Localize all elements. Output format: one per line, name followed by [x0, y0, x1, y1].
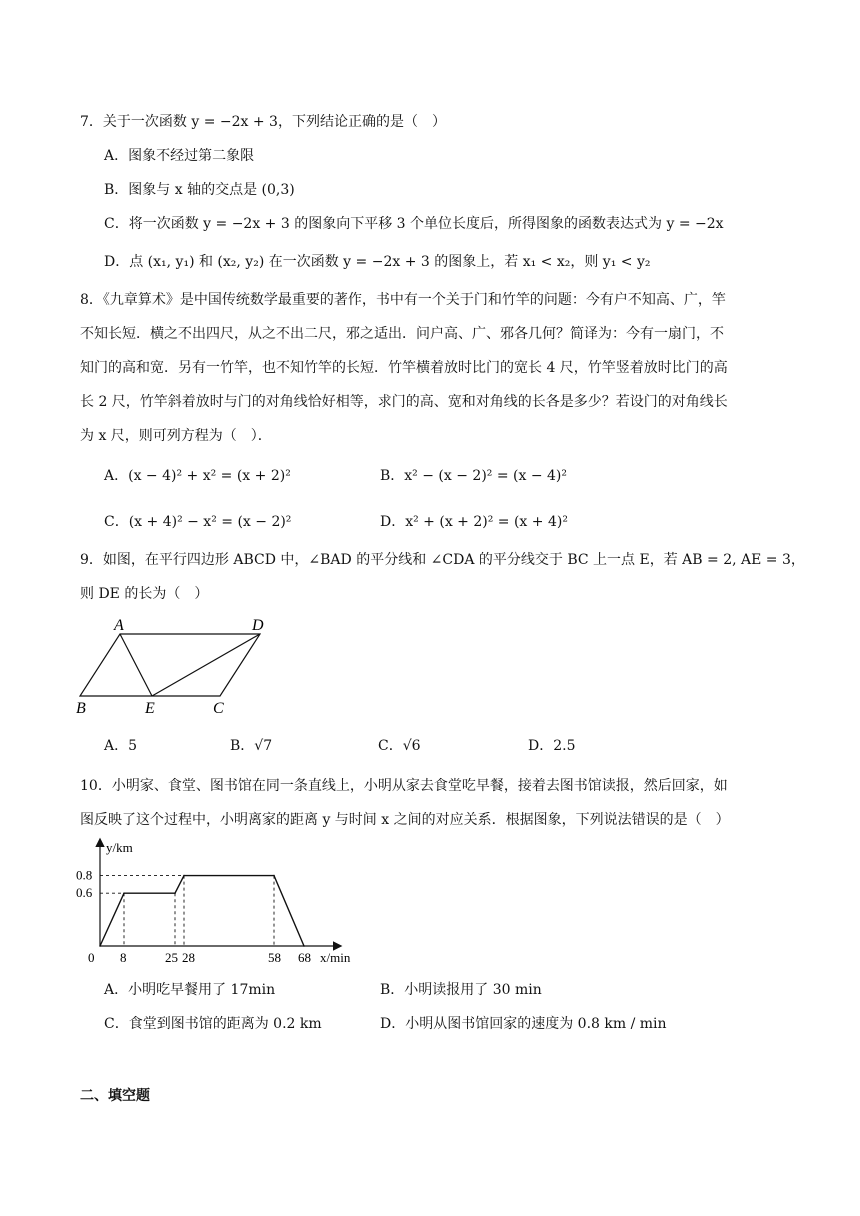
parallelogram-figure — [70, 612, 300, 722]
q7-option-b: B．图象与 x 轴的交点是 (0,3) — [104, 182, 295, 198]
q9-option-c: C．√6 — [378, 738, 421, 754]
segment-de — [152, 634, 260, 696]
q10-line-1: 10．小明家、食堂、图书馆在同一条直线上，小明从家去食堂吃早餐，接着去图书馆读报，然后回家，如 — [80, 778, 728, 794]
q8-option-b: B．x² − (x − 2)² = (x − 4)² — [380, 468, 567, 484]
q7-option-c: C．将一次函数 y = −2x + 3 的图象向下平移 3 个单位长度后，所得图象的函数表达式为 y = −2x — [104, 216, 724, 232]
y-tick-label: 0.8 — [76, 867, 93, 883]
q9-option-b: B．√7 — [230, 738, 273, 754]
q9-option-a: A．5 — [104, 738, 138, 754]
q8-line-5: 为 x 尺，则可列方程为（ ）． — [80, 428, 272, 444]
data-point — [273, 875, 275, 877]
q7-stem-text: 7．关于一次函数 y = −2x + 3，下列结论正确的是（ ） — [80, 114, 446, 130]
q10-line-2: 图反映了这个过程中，小明离家的距离 y 与时间 x 之间的对应关系．根据图象，下列说法错误的是（ ） — [80, 812, 730, 828]
data-point — [123, 892, 125, 894]
y-axis-label: y/km — [106, 840, 133, 855]
label-a: A — [114, 617, 124, 634]
parallelogram-abcd — [80, 634, 260, 696]
q10-option-b: B．小明读报用了 30 min — [380, 982, 542, 998]
q10-option-c: C．食堂到图书馆的距离为 0.2 km — [104, 1016, 322, 1032]
q8-line-4: 长 2 尺，竹竿斜着放时与门的对角线恰好相等，求门的高、宽和对角线的长各是多少？若设门的对角线长 — [80, 394, 728, 410]
y-tick-label: 0.6 — [76, 885, 93, 901]
series-line — [100, 876, 304, 946]
q7-option-d: D．点 (x₁, y₁) 和 (x₂, y₂) 在一次函数 y = −2x + 3 的图象上，若 x₁ < x₂，则 y₁ < y₂ — [104, 254, 651, 270]
q8-line-2: 不知长短．横之不出四尺，从之不出二尺，邪之适出．问户高、广、邪各几何？简译为：今有一扇门，不 — [80, 326, 724, 342]
label-e: E — [145, 700, 155, 717]
q10-option-a: A．小明吃早餐用了 17min — [104, 982, 276, 998]
q8-option-a: A．(x − 4)² + x² = (x + 2)² — [104, 468, 291, 484]
q9-option-d: D．2.5 — [528, 738, 576, 754]
q7-option-a: A．图象不经过第二象限 — [104, 148, 255, 164]
x-tick-label: 68 — [298, 950, 311, 965]
q8-line-3: 知门的高和宽．另有一竹竿，也不知竹竿的长短．竹竿横着放时比门的宽长 4 尺，竹竿竖着放时比门的高 — [80, 360, 728, 376]
label-b: B — [76, 700, 86, 717]
data-point — [99, 945, 101, 947]
q8-option-d: D．x² + (x + 2)² = (x + 4)² — [380, 514, 568, 530]
q9-line-2: 则 DE 的长为（ ） — [80, 586, 209, 602]
q8-option-c: C．(x + 4)² − x² = (x − 2)² — [104, 514, 292, 530]
section-2-heading: 二、填空题 — [80, 1088, 150, 1104]
data-point — [174, 892, 176, 894]
label-c: C — [213, 700, 224, 717]
q9-line-1: 9．如图，在平行四边形 ABCD 中，∠BAD 的平分线和 ∠CDA 的平分线交于 BC 上一点 E，若 AB = 2, AE = 3， — [80, 552, 805, 568]
q7-stem — [80, 112, 446, 132]
x-tick-label: 28 — [182, 950, 195, 965]
label-d: D — [252, 617, 264, 634]
segment-ae — [120, 634, 152, 696]
data-point — [183, 875, 185, 877]
distance-time-chart — [72, 834, 372, 970]
x-tick-label: 8 — [120, 950, 127, 965]
data-point — [303, 945, 305, 947]
q10-option-d: D．小明从图书馆回家的速度为 0.8 km / min — [380, 1016, 667, 1032]
x-axis-label: x/min — [320, 950, 351, 965]
q8-line-1: 8．《九章算术》是中国传统数学最重要的著作，书中有一个关于门和竹竿的问题：今有户不知高、广，竿 — [80, 292, 726, 308]
x-tick-label: 25 — [165, 950, 178, 965]
x-tick-label: 0 — [88, 950, 95, 965]
x-tick-label: 58 — [268, 950, 281, 965]
